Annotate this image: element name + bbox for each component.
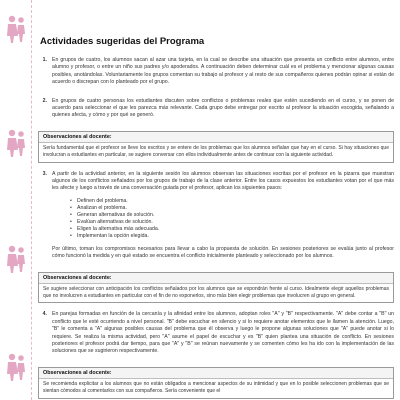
activity-item — [38, 311, 394, 360]
child-figure-icon — [4, 14, 28, 44]
activity-item — [38, 171, 394, 266]
activity-text: En parejas formadas en función de la cercanía y la afinidad entre los alumnos, adoptan roles "A" y "B" respectivamente. "A" debe contar a "B" un conflicto que le esté ocurriendo a nivel personal. "B" debe escuchar en silencio y si lo requiere anotar elementos que le llamen la atención. Luego, "B" le comenta a "A" algunas posibles causas del problema que él observa y luego le propone algunas soluciones que "A" puede anotar si lo requiere. Se realiza la misma actividad, pero "A" asume el papel de escuchar y es "B" quien plantea una situación de conflicto. En sesiones posteriores el profesor podrá dar tiempo, para que "A" y "B" se reúnan nuevamente y se comenten cómo les ha ido con la implementación de las soluciones que se sugirieron respectivamente. — [52, 311, 394, 355]
teacher-note-heading: Observaciones al docente: — [39, 273, 393, 285]
activity-text: A partir de la actividad anterior, en la siguiente sesión los alumnos observan las situaciones escritas por el profesor en la pizarra que muestran algunos de los conflictos señalados por los grupos de trabajo de la clase anterior. Entre los casos expuestos los estudiantes votan por el que más les afecte y luego a través de una conversación guiada por el profesor, aplican los siguientes pasos: — [52, 170, 394, 192]
step-item: • Eligen la alternativa más adecuada. — [70, 226, 394, 233]
teacher-note-body: Se sugiere seleccionar con anticipación los conflictos señalados por los alumnos que se expondrán frente al curso. Idealmente elegir aquellos problemas que no involucren a estudiantes en particular con el fin de no exponerlos, sino más bien elegir problemas que involucren al grupo en general. — [43, 286, 389, 299]
activity-number: 1. — [42, 57, 47, 63]
step-item: • Definen del problema. — [70, 198, 394, 205]
teacher-note-heading: Observaciones al docente: — [39, 368, 393, 380]
teacher-note — [38, 272, 394, 304]
step-item: • Evalúan alternativas de solución. — [70, 219, 394, 226]
teacher-note — [38, 367, 394, 399]
document-body — [38, 8, 394, 400]
teacher-note-body: Se recomienda explicitar a los alumnos que no están obligados a mencionar aspectos de su intimidad y que en lo posible seleccionen problemas que se sientan cómodos al comentarlos con sus compañeros. Sería conveniente que el — [43, 381, 389, 395]
child-figure-icon — [4, 244, 28, 274]
activity-number: 3. — [42, 170, 47, 177]
activity-text: En grupos de cuatro personas los estudiantes discuten sobre conflictos o problemas reales que estén sucediendo en el curso, y se ponen de acuerdo para seleccionar el que les parezca más relevante. Cada grupo debe entregar por escrito al profesor la situación escogida, señalando a quienes afecta, y cómo y por qué se generó. — [52, 97, 394, 119]
child-figure-icon — [4, 128, 28, 158]
activity-item — [38, 57, 394, 92]
activity-text: Por último, toman los compromisos necesarios para llevar a cabo la propuesta de solución. En sesiones posteriores se evalúa junto al profesor cómo funcionó la medida y en qué estado se encuentra el conflicto inicialmente planteado y seleccionado por los alumnos. — [52, 245, 394, 260]
step-item: • Analizan el problema. — [70, 205, 394, 212]
teacher-note-body: Sería fundamental que el profesor se lleve los escritos y se entere de los problemas que los alumnos señalan que hay en el curso. Si hay situaciones que involucran a estudiantes en particular, se sugiere conversar con ellos individualmente antes de continuar con la siguiente actividad. — [43, 145, 389, 159]
steps-list — [70, 198, 394, 240]
activity-list — [38, 311, 394, 360]
teacher-note-heading: Observaciones al docente: — [39, 132, 393, 144]
activity-list — [38, 57, 394, 125]
step-item: • Generan alternativas de solución. — [70, 212, 394, 219]
page-title: Actividades sugeridas del Programa — [40, 36, 205, 47]
step-item: • Implementan la opción elegida. — [70, 233, 394, 240]
activity-item — [38, 98, 394, 125]
activity-number: 4. — [42, 311, 47, 318]
teacher-note — [38, 131, 394, 163]
activity-list — [38, 171, 394, 266]
side-decoration — [0, 0, 32, 400]
activity-text: En grupos de cuatro, los alumnos sacan al azar una tarjeta, en la cual se describe una situación que presenta un conflicto entre alumnos, entre alumno y profesor, o entre un niño sus padres y/o apoderados. A continuación deben determinar cuál es el problema y mencionar algunas causas posibles, anotándolas. Voluntariamente los grupos comentan su trabajo al profesor y al resto de sus compañeros quienes podrán opinar si están de acuerdo o discrepan con lo planteado por el grupo. — [52, 57, 394, 86]
activity-number: 2. — [42, 97, 47, 104]
child-figure-icon — [4, 352, 28, 382]
